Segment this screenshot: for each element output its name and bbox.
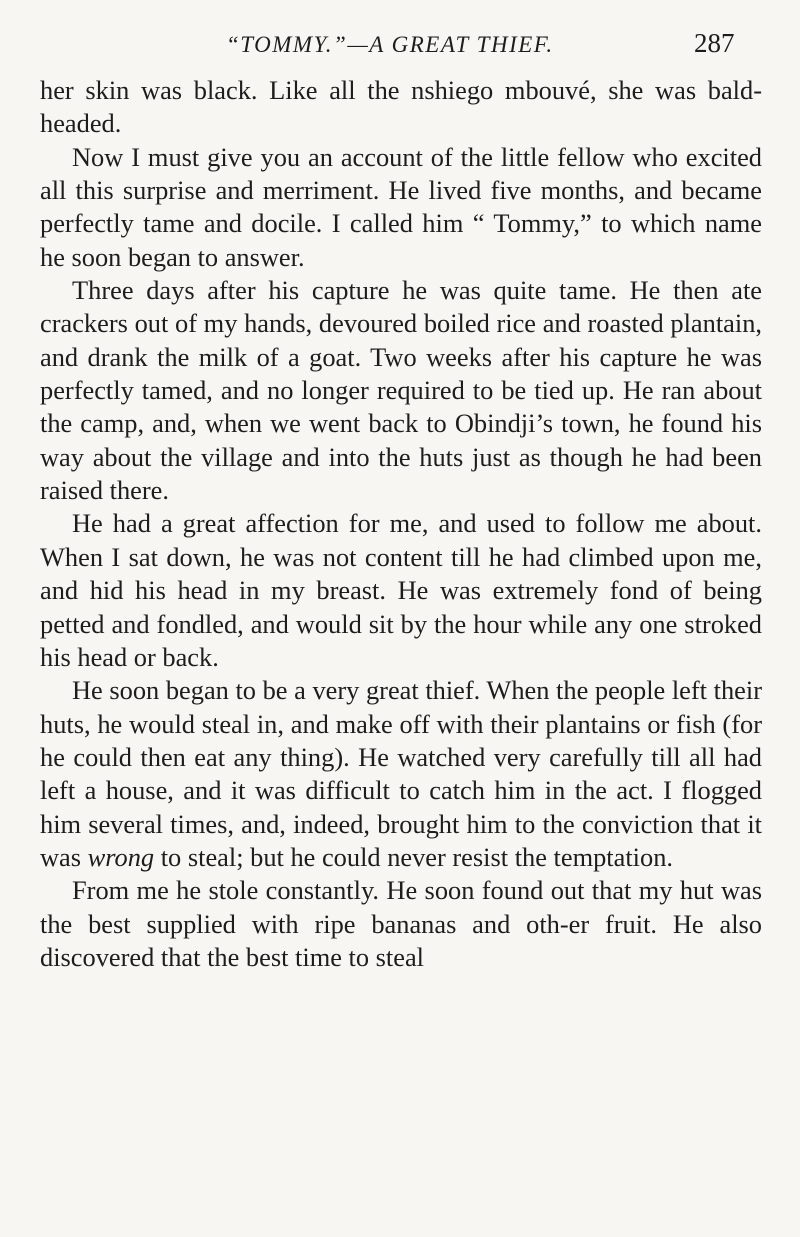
paragraph: her skin was black. Like all the nshiego mbouvé, she was bald-headed. bbox=[40, 75, 762, 139]
emphasized-word: wrong bbox=[87, 841, 155, 872]
page-header bbox=[0, 24, 800, 64]
text-run: He soon began to be a very great thief. When the people left their huts, he would steal in, and make off with their plantains or fish (for he could then eat any thing). He watched very carefully till all had left a house, and it was difficult to catch him in the act. I flogged him several times, and, indeed, brought him to the conviction that it was bbox=[40, 675, 762, 872]
paragraph: Three days after his capture he was quite tame. He then ate crackers out of my hands, devoured boiled rice and roasted plantain, and drank the milk of a goat. Two weeks after his capture he was perfectly tamed, and no longer required to be tied up. He ran about the camp, and, when we went back to Obindji’s town, he found his way about the village and into the huts just as though he had been raised there. bbox=[40, 275, 762, 506]
body-text bbox=[40, 74, 762, 974]
running-title: “TOMMY.”—A GREAT THIEF. bbox=[226, 32, 554, 57]
text-run: to steal; but he could never resist the temptation. bbox=[154, 841, 674, 872]
page-number: 287 bbox=[694, 28, 735, 58]
paragraph bbox=[40, 674, 762, 874]
paragraph: From me he stole constantly. He soon found out that my hut was the best supplied with ripe bananas and oth-er fruit. He also discovered that the best time to steal bbox=[40, 875, 762, 972]
paragraph: He had a great affection for me, and used to follow me about. When I sat down, he was not content till he had climbed upon me, and hid his head in my breast. He was extremely fond of being petted and fondled, and would sit by the hour while any one stroked his head or back. bbox=[40, 508, 762, 672]
paragraph: Now I must give you an account of the little fellow who excited all this surprise and merriment. He lived five months, and became perfectly tame and docile. I called him “ Tommy,” to which name he soon began to answer. bbox=[40, 141, 762, 272]
